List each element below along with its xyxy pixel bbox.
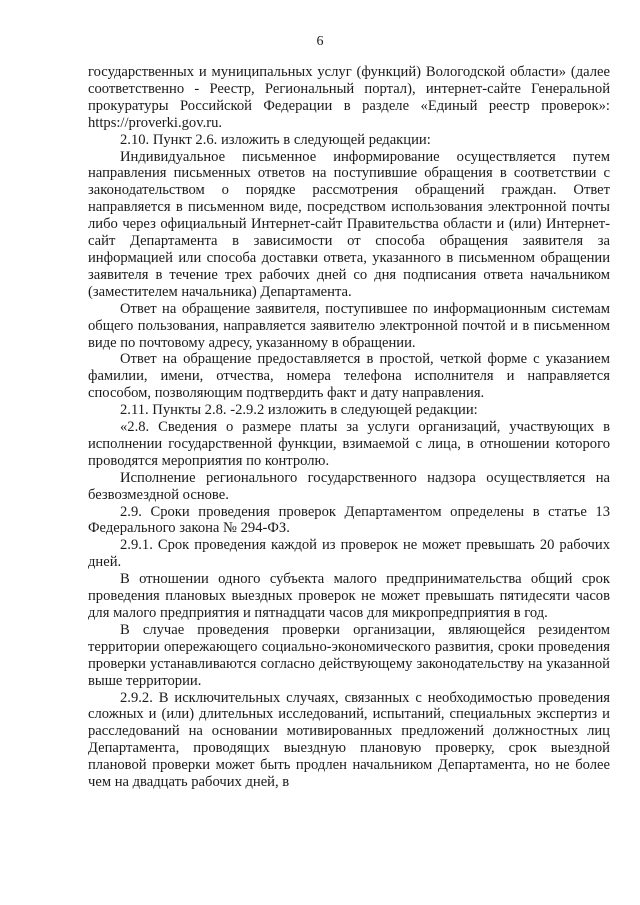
paragraph-2-9: 2.9. Сроки проведения проверок Департаментом определены в статье 13 Федерального закона № 294-ФЗ.	[88, 503, 610, 537]
paragraph-2-10-heading: 2.10. Пункт 2.6. изложить в следующей редакции:	[120, 131, 431, 148]
paragraph-reply-form: Ответ на обращение предоставляется в простой, четкой форме с указанием фамилии, имени, отчества, номера телефона исполнителя и направляется способом, позволяющим подтвердить факт и дату направления.	[88, 351, 610, 402]
paragraph-individual-informing: Индивидуальное письменное информирование осуществляется путем направления письменных ответов на поступившие обращения в соответствии с законодательством о порядке рассмотрения обращений граждан. Ответ направляется в письменном виде, посредством использования электронной почты либо через официальный Интернет-сайт Правительства области и (или) Интернет-сайт Департамента в зависимости от способа обращения заявителя за информацией или способа доставки ответа, указанного в письменном обращении заявителя в течение трех рабочих дней со дня подписания ответа начальником (заместителем начальника) Департамента.	[88, 148, 610, 300]
paragraph-free-of-charge: Исполнение регионального государственного надзора осуществляется на безвозмездной основе.	[88, 469, 610, 503]
paragraph-small-business: В отношении одного субъекта малого предпринимательства общий срок проведения плановых выездных проверок не может превышать пятидесяти часов для малого предприятия и пятнадцати часов для микропредприятия в год.	[88, 571, 610, 621]
paragraph-2-9-2: 2.9.2. В исключительных случаях, связанных с необходимостью проведения сложных и (или) длительных исследований, испытаний, специальных экспертиз и расследований на основании мотивированных предложений должностных лиц Департамента, проводящих выездную плановую проверку, срок выездной плановой проверки может быть продлен начальником Департамента, но не более чем на двадцать рабочих дней, в	[88, 689, 610, 791]
document-body	[88, 64, 610, 791]
paragraph-2-8: «2.8. Сведения о размере платы за услуги организаций, участвующих в исполнении государственной функции, взимаемой с лица, в отношении которого проводятся мероприятия по контролю.	[88, 419, 610, 469]
paragraph-electronic-reply: Ответ на обращение заявителя, поступившее по информационным системам общего пользования, направляется заявителю электронной почтой и в письменном виде по почтовому адресу, указанному в обращении.	[88, 300, 610, 351]
paragraph-2-9-1: 2.9.1. Срок проведения каждой из проверок не может превышать 20 рабочих дней.	[88, 537, 610, 571]
paragraph-resident-territory: В случае проведения проверки организации, являющейся резидентом территории опережающего социально-экономического развития, сроки проведения проверки устанавливаются согласно действующему законодательству на указанной выше территории.	[88, 621, 610, 689]
paragraph-continuation: государственных и муниципальных услуг (функций) Вологодской области» (далее соответственно - Реестр, Региональный портал), интернет-сайте Генеральной прокуратуры Российской Федерации в разделе «Единый реестр проверок»: https://proverki.gov.ru.	[88, 64, 610, 131]
page-number: 6	[316, 34, 324, 49]
paragraph-2-11-heading: 2.11. Пункты 2.8. -2.9.2 изложить в следующей редакции:	[120, 402, 478, 419]
